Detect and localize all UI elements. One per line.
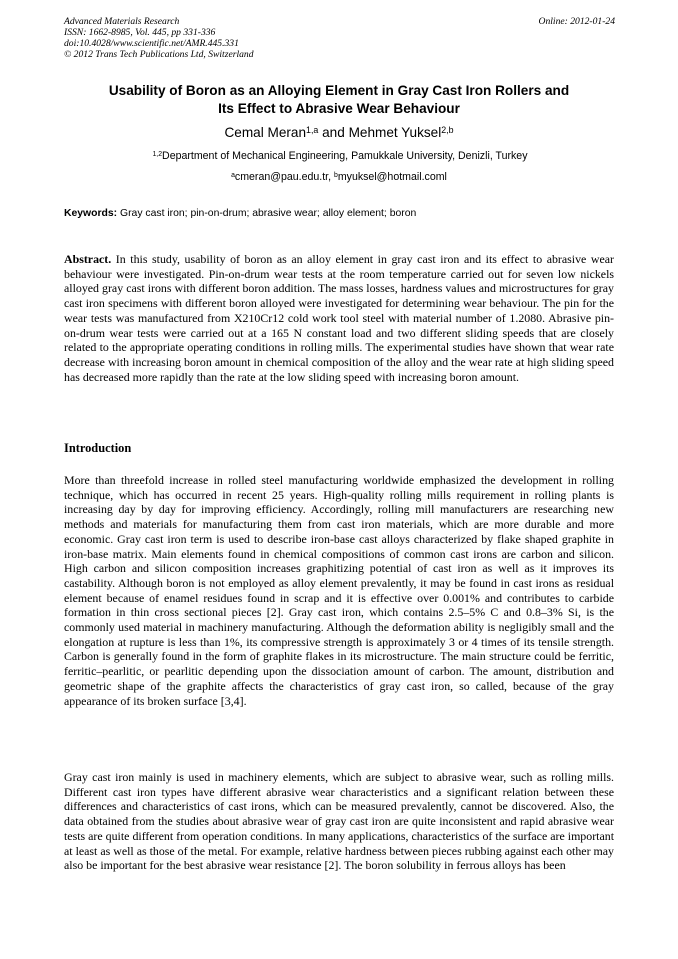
paper-title (58, 82, 620, 118)
affiliation (40, 149, 640, 163)
keywords-label: Keywords: (64, 208, 118, 219)
introduction-heading: Introduction (64, 441, 132, 455)
abstract-label: Abstract. (64, 252, 112, 266)
affiliation-marker: 1,2 (152, 150, 163, 158)
email-a-marker: a (231, 171, 235, 179)
journal-name: Advanced Materials Research (64, 16, 180, 27)
online-date: Online: 2012-01-24 (538, 16, 615, 27)
author-1: Cemal Meran (224, 125, 307, 140)
author-conjunction: and (318, 125, 349, 140)
email-b: myuksel@hotmail.coml (337, 171, 447, 183)
doi: doi:10.4028/www.scientific.net/AMR.445.331 (64, 38, 239, 49)
author-emails (58, 170, 620, 184)
email-a: cmeran@pau.edu.tr, (234, 171, 334, 183)
author-2-affiliation: 2,b (441, 125, 454, 136)
copyright: © 2012 Trans Tech Publications Ltd, Switzerland (64, 49, 254, 60)
title-line-1: Usability of Boron as an Alloying Element in Gray Cast Iron Rollers and (108, 83, 570, 98)
issn: ISSN: 1662-8985, Vol. 445, pp 331-336 (64, 27, 216, 38)
introduction-paragraph-2: Gray cast iron mainly is used in machinery elements, which are subject to abrasive wear, such as rolling mills. Different cast iron types have different abrasive wear characteristics and a significant relation between these differences and characteristics of cast irons, which can be measured prevalently, cannot be discovered. Also, the data obtained from the studies about abrasive wear of gray cast iron are quite inconsistent and rapid abrasive wear tests are quite different from operation conditions. In many applications, characteristics of the surface are important at least as well as those of the metal. For example, relative hardness between pieces rubbing against each other may also be important for the best abrasive wear resistance [2]. The boron solubility in ferrous alloys has been (64, 770, 614, 873)
journal-header (64, 16, 615, 60)
title-line-2: Its Effect to Abrasive Wear Behaviour (218, 101, 460, 116)
author-list (58, 124, 620, 142)
author-2: Mehmet Yuksel (348, 125, 442, 140)
keywords-text: Gray cast iron; pin-on-drum; abrasive wear; alloy element; boron (117, 208, 417, 219)
introduction-paragraph-1: More than threefold increase in rolled steel manufacturing worldwide emphasized the development in rolling technique, which has occurred in recent 25 years. High-quality rolling mills requirement in rolling plants is increasing day by day for improving efficiency. Accordingly, rolling mill manufacturers are researching new methods and materials for manufacturing them from cast iron materials, which are more durable and more economic. Gray cast iron term is used to describe iron-base cast alloys characterized by flake shaped graphite in iron-base matrix. Main elements found in chemical compositions of common cast irons are carbon and silicon. High carbon and silicon composition increases graphitizing potential of cast iron as well as it improves its castability. Although boron is not employed as alloy element prevalently, it may be found in cast irons as residual element because of enamel residues found in scrap and it is effective over 0.001% and contributes to carbide formation in thin cross sectional pieces [2]. Gray cast iron, which contains 2.5–5% C and 0.8–3% Si, is the commonly used material in machinery manufacturing. Although the deformation ability is negligibly small and the elongation at rupture is less than 1%, its compressive strength is approximately 3 or 4 times of its tensile strength. Carbon is generally found in the form of graphite flakes in its microstructure. The main structure could be ferritic, ferritic–pearlitic, or pearlitic depending upon the dissociation amount of carbon. The amount, distribution and geometric shape of the graphite affects the characteristics of gray cast iron, so called, because of the gray appearance of its broken surface [3,4]. (64, 473, 614, 708)
author-1-affiliation: 1,a (306, 125, 319, 136)
affiliation-text: Department of Mechanical Engineering, Pamukkale University, Denizli, Turkey (162, 150, 528, 162)
keywords (64, 207, 624, 221)
abstract-text: In this study, usability of boron as an alloy element in gray cast iron and its effect to abrasive wear behaviour were investigated. Pin-on-drum wear tests at the room temperature carried out for seven low nickels alloyed gray cast irons with different boron addition. The mass losses, hardness values and microstructures for gray cast iron specimens with different boron alloyed were investigated for determining wear behaviour. The pin for the wear tests was manufactured from X210Cr12 cold work tool steel with material number of 1.2080. Abrasive pin-on-drum wear tests were carried out at a 165 N constant load and two different sliding speeds that are closely related to the appropriate operating conditions in rolling mills. The experimental studies have shown that wear rate decrease with increasing boron amount in chemical composition of the alloy and the wear rate at high sliding speed has decreased more rapidly than the rate at the low sliding speed with increasing boron amount. (64, 252, 614, 384)
abstract (64, 252, 614, 384)
email-b-marker: b (334, 171, 338, 179)
